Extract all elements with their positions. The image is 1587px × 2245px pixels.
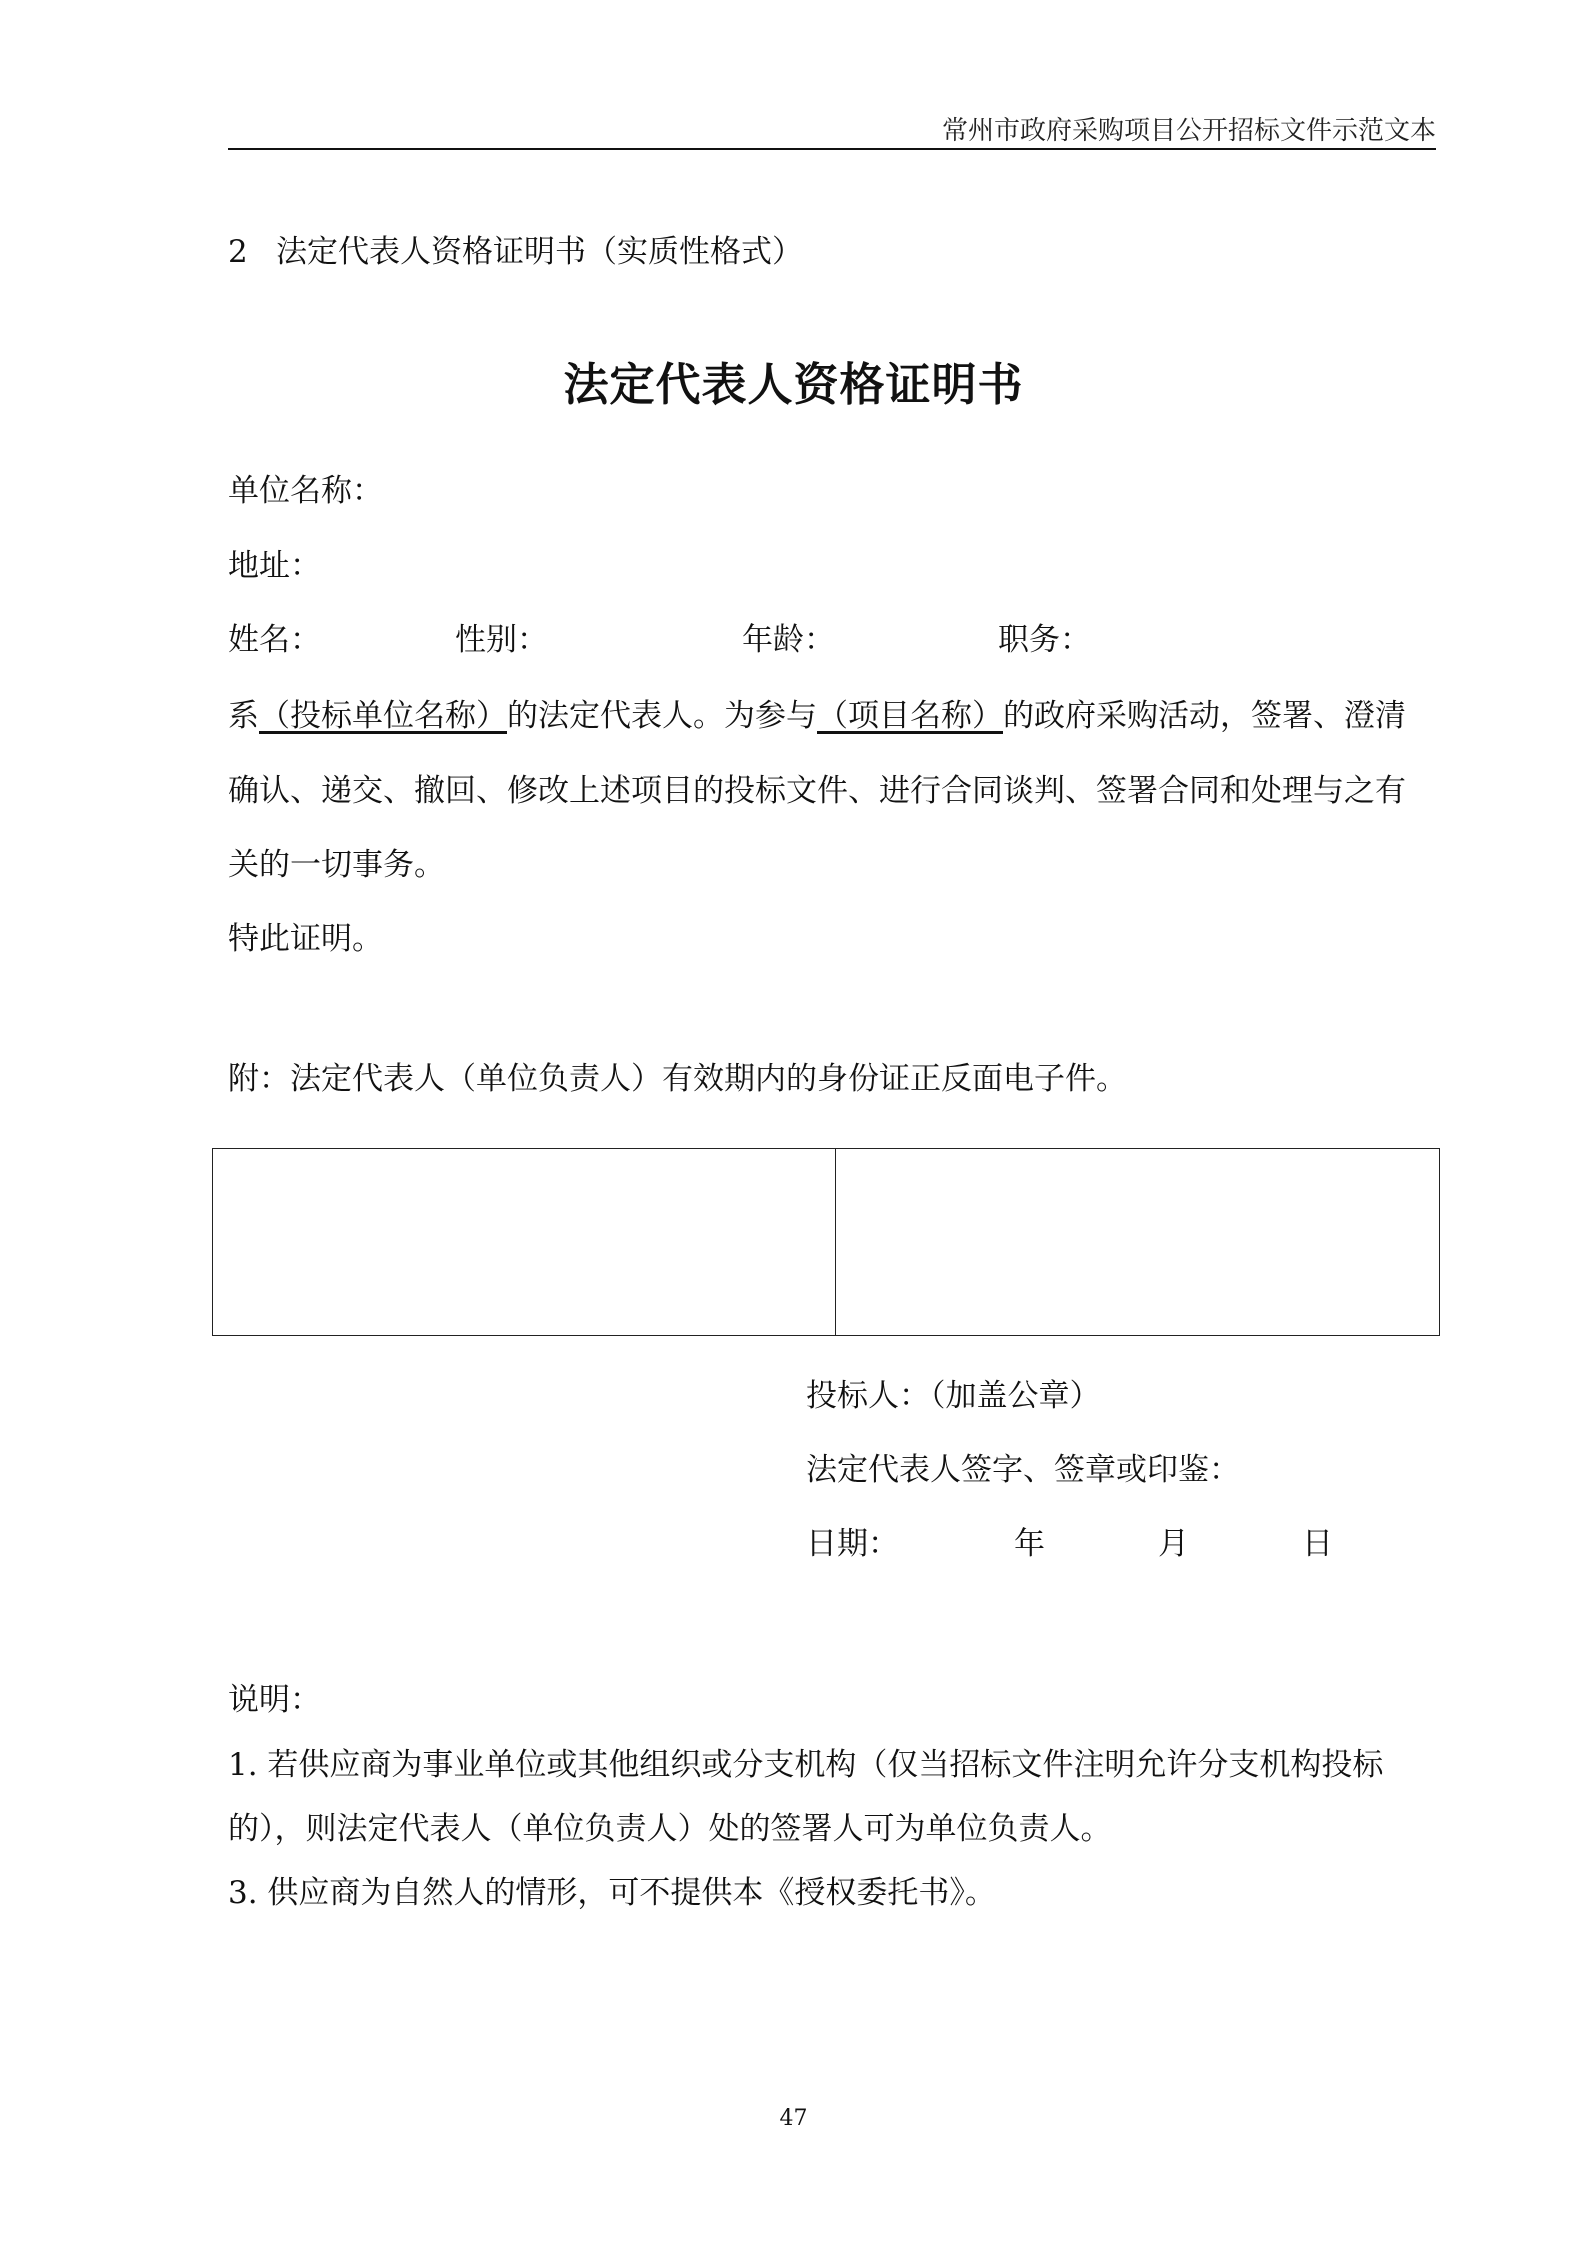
bidder-seal-label: 投标人：（加盖公章） [806, 1378, 1101, 1414]
section-title: 法定代表人资格证明书（实质性格式） [276, 234, 803, 270]
bidder-name-placeholder: （投标单位名称） [259, 698, 507, 734]
statement-line-2: 确认、递交、撤回、修改上述项目的投标文件、进行合同谈判、签署合同和处理与之有 [228, 773, 1406, 809]
date-year: 年 [1014, 1526, 1045, 1562]
section-number: 2 [228, 234, 248, 270]
date-day: 日 [1302, 1526, 1333, 1562]
name-label: 姓名： [228, 622, 321, 658]
age-label: 年龄： [742, 622, 835, 658]
address-label: 地址： [228, 548, 321, 584]
statement-line-3: 关的一切事务。 [228, 847, 445, 883]
running-header: 常州市政府采购项目公开招标文件示范文本 [941, 116, 1436, 146]
statement-text: 的政府采购活动，签署、澄清 [1003, 698, 1406, 734]
gender-label: 性别： [455, 622, 548, 658]
attachment-note: 附：法定代表人（单位负责人）有效期内的身份证正反面电子件。 [228, 1061, 1127, 1097]
statement-line-1 [228, 690, 1406, 735]
certify-text: 特此证明。 [228, 921, 383, 957]
id-card-front-cell [213, 1149, 836, 1335]
note-item-1-cont: 的），则法定代表人（单位负责人）处的签署人可为单位负责人。 [228, 1811, 1112, 1847]
statement-text: 系 [228, 698, 259, 734]
header-rule [228, 148, 1436, 150]
note-item-1: 1. 若供应商为事业单位或其他组织或分支机构（仅当招标文件注明允许分支机构投标 [228, 1747, 1384, 1783]
id-card-back-cell [836, 1149, 1439, 1335]
note-item-3: 3. 供应商为自然人的情形，可不提供本《授权委托书》。 [228, 1875, 996, 1911]
id-card-table [212, 1148, 1440, 1336]
date-month: 月 [1158, 1526, 1189, 1562]
date-label: 日期： [806, 1526, 899, 1562]
notes-heading: 说明： [228, 1682, 321, 1718]
position-label: 职务： [998, 622, 1091, 658]
statement-text: 的法定代表人。为参与 [507, 698, 817, 734]
section-heading [228, 226, 803, 271]
document-title: 法定代表人资格证明书 [563, 358, 1024, 411]
unit-name-label: 单位名称： [228, 473, 383, 509]
rep-signature-label: 法定代表人签字、签章或印鉴： [806, 1452, 1240, 1488]
project-name-placeholder: （项目名称） [817, 698, 1003, 734]
page-number: 47 [779, 2106, 808, 2131]
